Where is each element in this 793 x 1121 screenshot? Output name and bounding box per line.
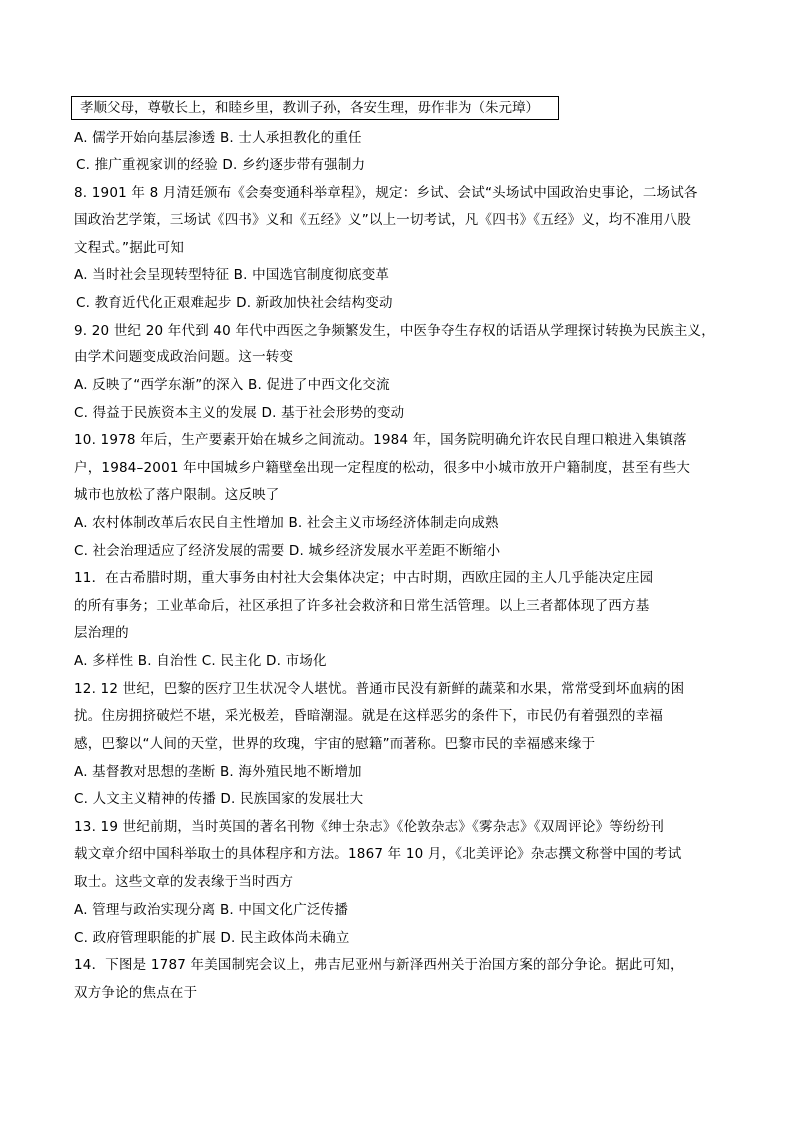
q12-stem-line3: 感，巴黎以“人间的天堂，世界的玫瑰，宇宙的慰籍”而著称。巴黎市民的幸福感来缘于	[74, 736, 596, 752]
q13-stem-line2: 载文章介绍中国科举取士的具体程序和方法。1867 年 10 月，《北美评论》杂志撰文称誉中国的考试	[74, 846, 682, 862]
q8-stem-line3: 文程式。”据此可知	[74, 240, 185, 256]
quote-text: 孝顺父母，尊敬长上，和睦乡里，教训子孙，各安生理，毋作非为（朱元璋）	[80, 100, 539, 116]
q13-stem-line1: 13. 19 世纪前期，当时英国的著名刊物《绅士杂志》《伦敦杂志》《雾杂志》《双周评论》等纷纷刊	[74, 819, 665, 835]
q7-options-cd: C. 推广重视家训的经验 D. 乡约逐步带有强制力	[76, 157, 366, 173]
q10-options-cd: C. 社会治理适应了经济发展的需要 D. 城乡经济发展水平差距不断缩小	[74, 543, 501, 559]
q9-stem-line1: 9. 20 世纪 20 年代到 40 年代中西医之争频繁发生，中医争夺生存权的话语从学理探讨转换为民族主义，	[74, 323, 715, 339]
q10-stem-line1: 10. 1978 年后，生产要素开始在城乡之间流动。1984 年，国务院明确允许农民自理口粮进入集镇落	[74, 432, 687, 448]
q8-stem-line1: 8. 1901 年 8 月清廷颁布《会奏变通科举章程》，规定：乡试、会试“头场试中国政治史事论，二场试各	[74, 185, 698, 201]
q9-stem-line2: 由学术问题变成政治问题。这一转变	[74, 349, 294, 365]
q12-options-cd: C. 人文主义精神的传播 D. 民族国家的发展壮大	[74, 791, 364, 807]
q13-options-ab: A. 管理与政治实现分离 B. 中国文化广泛传播	[74, 902, 349, 918]
q11-stem-line2: 的所有事务；工业革命后，社区承担了许多社会救济和日常生活管理。以上三者都体现了西方基	[74, 598, 650, 614]
q10-stem-line2: 户，1984–2001 年中国城乡户籍壁垒出现一定程度的松动，很多中小城市放开户籍制度，甚至有些大	[74, 460, 691, 476]
q11-stem-line3: 层治理的	[74, 625, 129, 641]
q10-options-ab: A. 农村体制改革后农民自主性增加 B. 社会主义市场经济体制走向成熟	[74, 515, 499, 531]
q13-options-cd: C. 政府管理职能的扩展 D. 民主政体尚未确立	[74, 930, 350, 946]
q8-stem-line2: 国政治艺学策，三场试《四书》义和《五经》义”以上一切考试，凡《四书》《五经》义，均不准用八股	[74, 212, 691, 228]
q12-options-ab: A. 基督教对思想的垄断 B. 海外殖民地不断增加	[74, 764, 362, 780]
q8-options-ab: A. 当时社会呈现转型特征 B. 中国选官制度彻底变革	[74, 267, 390, 283]
q9-options-cd: C. 得益于民族资本主义的发展 D. 基于社会形势的变动	[74, 405, 405, 421]
quote-box	[71, 96, 559, 120]
q7-options-ab: A. 儒学开始向基层渗透 B. 士人承担教化的重任	[74, 130, 362, 146]
q12-stem-line1: 12. 12 世纪，巴黎的医疗卫生状况令人堪忧。普通市民没有新鲜的蔬菜和水果，常常受到坏血病的困	[74, 681, 685, 697]
q10-stem-line3: 城市也放松了落户限制。这反映了	[74, 487, 280, 503]
q14-stem-line1: 14．下图是 1787 年美国制宪会议上，弗吉尼亚州与新泽西州关于治国方案的部分争论。据此可知，	[74, 957, 684, 973]
q12-stem-line2: 扰。住房拥挤破烂不堪，采光极差，昏暗潮湿。就是在这样恶劣的条件下，市民仍有着强烈的幸福	[74, 708, 664, 724]
q13-stem-line3: 取士。这些文章的发表缘于当时西方	[74, 874, 294, 890]
q8-options-cd: C. 教育近代化正艰难起步 D. 新政加快社会结构变动	[76, 295, 393, 311]
q11-options: A. 多样性 B. 自治性 C. 民主化 D. 市场化	[74, 653, 327, 669]
q11-stem-line1: 11．在古希腊时期，重大事务由村社大会集体决定；中古时期，西欧庄园的主人几乎能决定庄园	[74, 570, 654, 586]
q9-options-ab: A. 反映了“西学东渐”的深入 B. 促进了中西文化交流	[74, 377, 390, 393]
q14-stem-line2: 双方争论的焦点在于	[74, 985, 198, 1001]
